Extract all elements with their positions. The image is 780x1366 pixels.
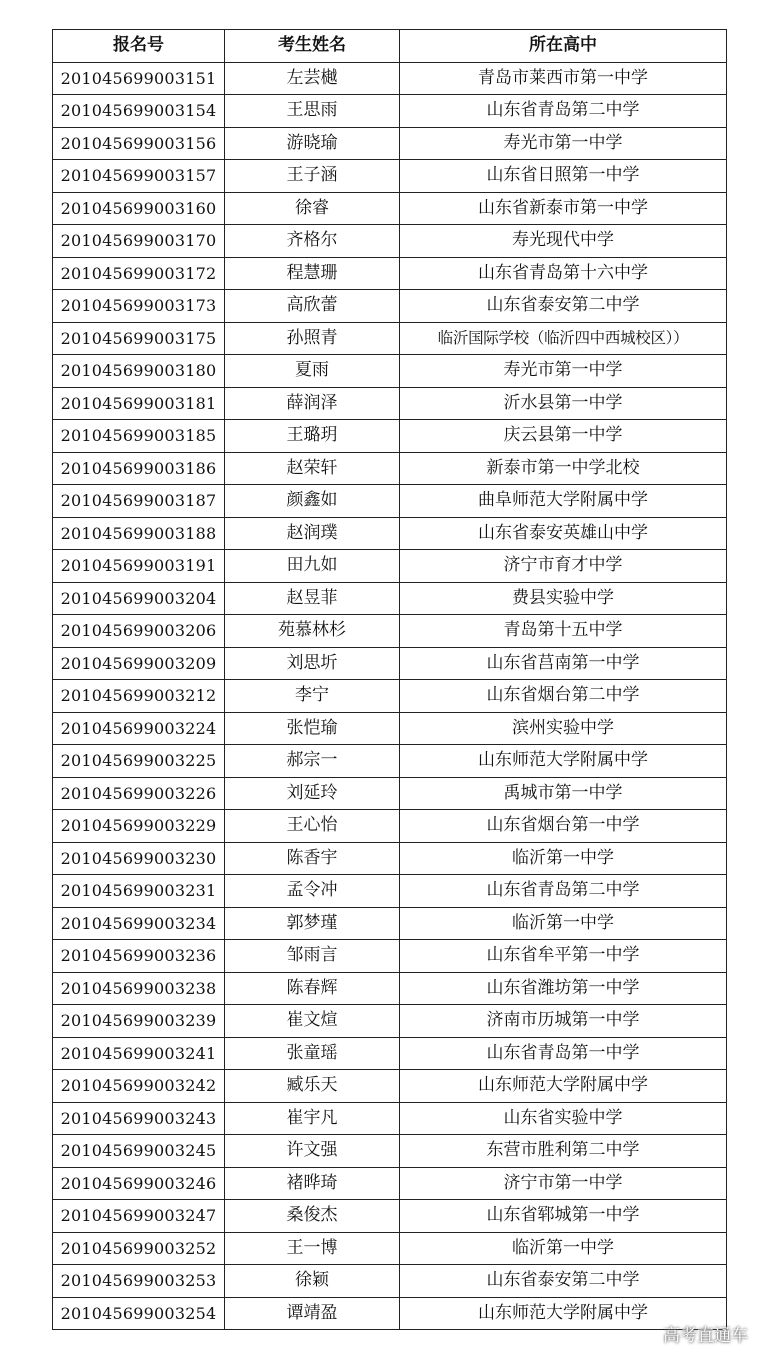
student-name-cell: 齐格尔 — [225, 225, 400, 258]
high-school-cell: 寿光市第一中学 — [400, 127, 727, 160]
student-name-cell: 田九如 — [225, 550, 400, 583]
student-name-cell: 徐睿 — [225, 192, 400, 225]
student-name-cell: 邹雨言 — [225, 940, 400, 973]
registration-number-cell: 201045699003238 — [53, 972, 225, 1005]
registration-number-cell: 201045699003170 — [53, 225, 225, 258]
high-school-cell: 山东省新泰市第一中学 — [400, 192, 727, 225]
table-row — [53, 1135, 727, 1168]
student-name-cell: 许文强 — [225, 1135, 400, 1168]
table-row — [53, 62, 727, 95]
registration-number-cell: 201045699003187 — [53, 485, 225, 518]
header-high-school: 所在高中 — [400, 30, 727, 63]
table-row — [53, 1297, 727, 1330]
table-row — [53, 680, 727, 713]
high-school-cell: 山东省烟台第一中学 — [400, 810, 727, 843]
table-row — [53, 420, 727, 453]
table-row — [53, 1037, 727, 1070]
table-row — [53, 225, 727, 258]
registration-number-cell: 201045699003252 — [53, 1232, 225, 1265]
header-registration-number: 报名号 — [53, 30, 225, 63]
student-name-cell: 赵润璞 — [225, 517, 400, 550]
student-name-cell: 王子涵 — [225, 160, 400, 193]
high-school-cell: 山东师范大学附属中学 — [400, 1070, 727, 1103]
high-school-cell: 庆云县第一中学 — [400, 420, 727, 453]
high-school-cell: 临沂第一中学 — [400, 907, 727, 940]
high-school-cell: 寿光市第一中学 — [400, 355, 727, 388]
student-name-cell: 崔宇凡 — [225, 1102, 400, 1135]
high-school-cell: 山东师范大学附属中学 — [400, 745, 727, 778]
high-school-cell: 山东省潍坊第一中学 — [400, 972, 727, 1005]
student-name-cell: 李宁 — [225, 680, 400, 713]
table-row — [53, 355, 727, 388]
high-school-cell: 山东省泰安第二中学 — [400, 1265, 727, 1298]
registration-number-cell: 201045699003172 — [53, 257, 225, 290]
applicant-list-sheet — [52, 29, 726, 1330]
student-name-cell: 臧乐天 — [225, 1070, 400, 1103]
high-school-cell: 临沂国际学校（临沂四中西城校区）） — [400, 322, 727, 355]
student-name-cell: 王璐玥 — [225, 420, 400, 453]
high-school-cell: 曲阜师范大学附属中学 — [400, 485, 727, 518]
high-school-cell: 山东省青岛第一中学 — [400, 1037, 727, 1070]
registration-number-cell: 201045699003180 — [53, 355, 225, 388]
high-school-cell: 山东省日照第一中学 — [400, 160, 727, 193]
high-school-cell: 济宁市第一中学 — [400, 1167, 727, 1200]
table-body — [53, 62, 727, 1330]
student-name-cell: 张童瑶 — [225, 1037, 400, 1070]
registration-number-cell: 201045699003242 — [53, 1070, 225, 1103]
student-name-cell: 游晓瑜 — [225, 127, 400, 160]
high-school-cell: 东营市胜利第二中学 — [400, 1135, 727, 1168]
table-row — [53, 875, 727, 908]
table-row — [53, 257, 727, 290]
registration-number-cell: 201045699003246 — [53, 1167, 225, 1200]
high-school-cell: 山东省青岛第二中学 — [400, 875, 727, 908]
student-name-cell: 褚晔琦 — [225, 1167, 400, 1200]
table-row — [53, 387, 727, 420]
registration-number-cell: 201045699003206 — [53, 615, 225, 648]
table-row — [53, 485, 727, 518]
registration-number-cell: 201045699003230 — [53, 842, 225, 875]
registration-number-cell: 201045699003212 — [53, 680, 225, 713]
registration-number-cell: 201045699003225 — [53, 745, 225, 778]
table-row — [53, 842, 727, 875]
registration-number-cell: 201045699003229 — [53, 810, 225, 843]
table-row — [53, 582, 727, 615]
watermark-text: 高考直通车 — [663, 1326, 748, 1346]
student-name-cell: 高欣蕾 — [225, 290, 400, 323]
table-row — [53, 615, 727, 648]
high-school-cell: 青岛市莱西市第一中学 — [400, 62, 727, 95]
table-row — [53, 322, 727, 355]
high-school-cell: 费县实验中学 — [400, 582, 727, 615]
registration-number-cell: 201045699003173 — [53, 290, 225, 323]
table-row — [53, 550, 727, 583]
applicant-table — [52, 29, 727, 1330]
high-school-cell: 临沂第一中学 — [400, 842, 727, 875]
table-row — [53, 517, 727, 550]
registration-number-cell: 201045699003185 — [53, 420, 225, 453]
high-school-cell: 禹城市第一中学 — [400, 777, 727, 810]
header-student-name: 考生姓名 — [225, 30, 400, 63]
table-header-row — [53, 30, 727, 63]
table-row — [53, 777, 727, 810]
student-name-cell: 谭靖盈 — [225, 1297, 400, 1330]
high-school-cell: 山东省泰安第二中学 — [400, 290, 727, 323]
high-school-cell: 临沂第一中学 — [400, 1232, 727, 1265]
table-row — [53, 647, 727, 680]
table-row — [53, 907, 727, 940]
high-school-cell: 新泰市第一中学北校 — [400, 452, 727, 485]
registration-number-cell: 201045699003157 — [53, 160, 225, 193]
student-name-cell: 赵荣轩 — [225, 452, 400, 485]
student-name-cell: 陈春辉 — [225, 972, 400, 1005]
student-name-cell: 孟令冲 — [225, 875, 400, 908]
table-row — [53, 1102, 727, 1135]
registration-number-cell: 201045699003154 — [53, 95, 225, 128]
student-name-cell: 桑俊杰 — [225, 1200, 400, 1233]
table-row — [53, 290, 727, 323]
high-school-cell: 沂水县第一中学 — [400, 387, 727, 420]
registration-number-cell: 201045699003254 — [53, 1297, 225, 1330]
high-school-cell: 山东省郓城第一中学 — [400, 1200, 727, 1233]
student-name-cell: 郭梦瑾 — [225, 907, 400, 940]
registration-number-cell: 201045699003253 — [53, 1265, 225, 1298]
table-row — [53, 712, 727, 745]
student-name-cell: 徐颖 — [225, 1265, 400, 1298]
table-row — [53, 1167, 727, 1200]
student-name-cell: 张恺瑜 — [225, 712, 400, 745]
high-school-cell: 青岛第十五中学 — [400, 615, 727, 648]
high-school-cell: 山东省实验中学 — [400, 1102, 727, 1135]
table-row — [53, 127, 727, 160]
table-row — [53, 810, 727, 843]
table-row — [53, 95, 727, 128]
registration-number-cell: 201045699003209 — [53, 647, 225, 680]
student-name-cell: 赵昱菲 — [225, 582, 400, 615]
registration-number-cell: 201045699003204 — [53, 582, 225, 615]
high-school-cell: 山东省莒南第一中学 — [400, 647, 727, 680]
registration-number-cell: 201045699003226 — [53, 777, 225, 810]
student-name-cell: 刘延玲 — [225, 777, 400, 810]
registration-number-cell: 201045699003239 — [53, 1005, 225, 1038]
high-school-cell: 山东省烟台第二中学 — [400, 680, 727, 713]
registration-number-cell: 201045699003186 — [53, 452, 225, 485]
table-row — [53, 1232, 727, 1265]
student-name-cell: 王一博 — [225, 1232, 400, 1265]
table-row — [53, 745, 727, 778]
student-name-cell: 夏雨 — [225, 355, 400, 388]
student-name-cell: 颜鑫如 — [225, 485, 400, 518]
registration-number-cell: 201045699003247 — [53, 1200, 225, 1233]
table-row — [53, 452, 727, 485]
table-row — [53, 160, 727, 193]
table-row — [53, 1265, 727, 1298]
high-school-cell: 山东省牟平第一中学 — [400, 940, 727, 973]
high-school-cell: 山东省泰安英雄山中学 — [400, 517, 727, 550]
student-name-cell: 苑慕林杉 — [225, 615, 400, 648]
registration-number-cell: 201045699003156 — [53, 127, 225, 160]
student-name-cell: 左芸樾 — [225, 62, 400, 95]
registration-number-cell: 201045699003231 — [53, 875, 225, 908]
student-name-cell: 郝宗一 — [225, 745, 400, 778]
registration-number-cell: 201045699003191 — [53, 550, 225, 583]
registration-number-cell: 201045699003243 — [53, 1102, 225, 1135]
registration-number-cell: 201045699003234 — [53, 907, 225, 940]
student-name-cell: 孙照青 — [225, 322, 400, 355]
registration-number-cell: 201045699003245 — [53, 1135, 225, 1168]
table-row — [53, 1070, 727, 1103]
table-row — [53, 192, 727, 225]
registration-number-cell: 201045699003224 — [53, 712, 225, 745]
table-row — [53, 940, 727, 973]
table-row — [53, 1200, 727, 1233]
table-row — [53, 1005, 727, 1038]
student-name-cell: 陈香宇 — [225, 842, 400, 875]
high-school-cell: 滨州实验中学 — [400, 712, 727, 745]
high-school-cell: 济宁市育才中学 — [400, 550, 727, 583]
high-school-cell: 济南市历城第一中学 — [400, 1005, 727, 1038]
registration-number-cell: 201045699003188 — [53, 517, 225, 550]
student-name-cell: 王思雨 — [225, 95, 400, 128]
registration-number-cell: 201045699003236 — [53, 940, 225, 973]
high-school-cell: 山东师范大学附属中学 — [400, 1297, 727, 1330]
student-name-cell: 程慧珊 — [225, 257, 400, 290]
registration-number-cell: 201045699003241 — [53, 1037, 225, 1070]
student-name-cell: 薛润泽 — [225, 387, 400, 420]
student-name-cell: 王心怡 — [225, 810, 400, 843]
registration-number-cell: 201045699003151 — [53, 62, 225, 95]
registration-number-cell: 201045699003175 — [53, 322, 225, 355]
table-row — [53, 972, 727, 1005]
high-school-cell: 寿光现代中学 — [400, 225, 727, 258]
registration-number-cell: 201045699003181 — [53, 387, 225, 420]
student-name-cell: 崔文煊 — [225, 1005, 400, 1038]
high-school-cell: 山东省青岛第二中学 — [400, 95, 727, 128]
high-school-cell: 山东省青岛第十六中学 — [400, 257, 727, 290]
student-name-cell: 刘思圻 — [225, 647, 400, 680]
registration-number-cell: 201045699003160 — [53, 192, 225, 225]
